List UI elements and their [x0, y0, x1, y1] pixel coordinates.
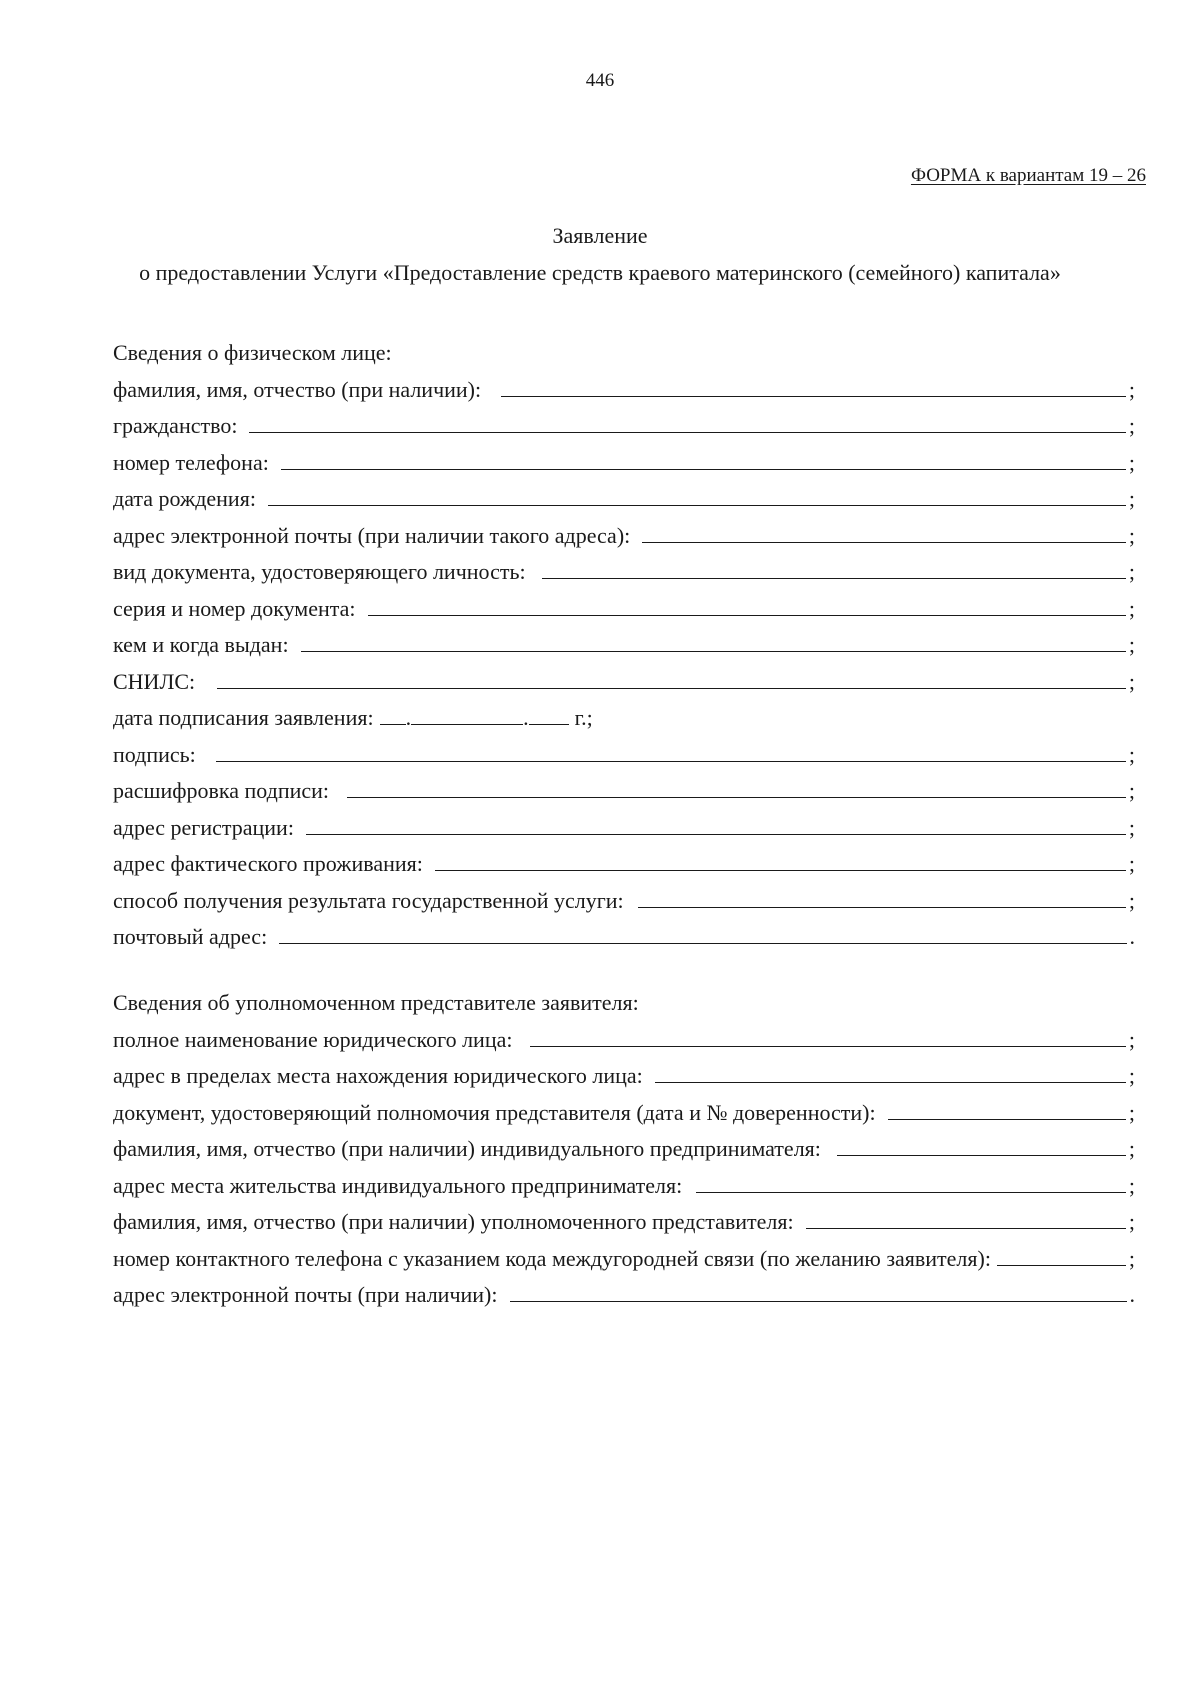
field-label: фамилия, имя, отчество (при наличии) индивидуального предпринимателя: — [113, 1136, 821, 1161]
field-terminator: ; — [1128, 1245, 1135, 1271]
field-row-legal-entity-name — [113, 1022, 1135, 1059]
field-terminator: ; — [1128, 413, 1135, 438]
phone-field[interactable] — [281, 447, 1126, 470]
field-row-phone — [113, 445, 1135, 482]
field-label: дата подписания заявления: — [113, 705, 374, 730]
representative-name-field[interactable] — [806, 1206, 1126, 1229]
document-number-field[interactable] — [368, 593, 1126, 616]
field-terminator: ; — [1128, 486, 1135, 511]
field-row-issued-by — [113, 627, 1135, 664]
field-row-document-number — [113, 591, 1135, 628]
field-row-legal-entity-address — [113, 1058, 1135, 1095]
issued-by-field[interactable] — [301, 629, 1126, 652]
field-terminator: ; — [1128, 632, 1135, 657]
result-method-field[interactable] — [638, 885, 1126, 908]
field-terminator: . — [1129, 1282, 1135, 1307]
date-separator: . — [523, 705, 529, 730]
sign-date-day-field[interactable] — [380, 702, 406, 725]
field-terminator: ; — [1128, 814, 1135, 840]
field-terminator: ; — [1128, 1026, 1135, 1052]
field-label: гражданство: — [113, 413, 238, 438]
field-row-full-name — [113, 372, 1135, 409]
page-number: 446 — [585, 70, 615, 91]
field-label: номер телефона: — [113, 449, 269, 475]
field-label: адрес электронной почты (при наличии): — [113, 1282, 498, 1307]
field-row-snils — [113, 664, 1135, 701]
signature-decoding-field[interactable] — [347, 775, 1126, 798]
field-row-citizenship — [113, 408, 1135, 445]
field-row-actual-address — [113, 846, 1135, 883]
representative-email-field[interactable] — [510, 1279, 1127, 1302]
field-label: полное наименование юридического лица: — [113, 1026, 513, 1052]
field-row-entrepreneur-address — [113, 1168, 1135, 1205]
field-row-sign-date — [113, 700, 1135, 737]
entrepreneur-name-field[interactable] — [837, 1133, 1126, 1156]
entrepreneur-address-field[interactable] — [696, 1170, 1126, 1193]
field-label: подпись: — [113, 741, 196, 767]
field-terminator: ; — [1128, 1209, 1135, 1234]
actual-address-field[interactable] — [435, 848, 1126, 871]
field-row-postal-address — [113, 919, 1135, 956]
field-terminator: ; — [1128, 376, 1135, 402]
birth-date-field[interactable] — [268, 483, 1126, 506]
field-row-id-document-type — [113, 554, 1135, 591]
person-section-heading: Сведения о физическом лице: — [113, 340, 392, 365]
field-label: документ, удостоверяющий полномочия представителя (дата и № доверенности): — [113, 1099, 876, 1125]
field-row-registration-address — [113, 810, 1135, 847]
field-label: способ получения результата государственной услуги: — [113, 887, 624, 913]
field-label: фамилия, имя, отчество (при наличии): — [113, 376, 482, 402]
document-title: Заявление — [552, 223, 648, 248]
field-terminator: ; — [1128, 559, 1135, 584]
field-label: вид документа, удостоверяющего личность: — [113, 559, 526, 584]
field-terminator: ; — [1128, 595, 1135, 621]
field-label: адрес в пределах места нахождения юридического лица: — [113, 1063, 643, 1088]
field-row-email — [113, 518, 1135, 555]
field-label: расшифровка подписи: — [113, 778, 330, 803]
signature-field[interactable] — [216, 739, 1126, 762]
id-document-type-field[interactable] — [542, 556, 1126, 579]
field-terminator: ; — [1128, 851, 1135, 876]
field-row-entrepreneur-name — [113, 1131, 1135, 1168]
sign-date-month-field[interactable] — [411, 702, 523, 725]
full-name-field[interactable] — [501, 374, 1126, 397]
field-terminator: ; — [1128, 1063, 1135, 1088]
date-separator: . — [405, 705, 412, 730]
field-label: СНИЛС: — [113, 668, 196, 694]
field-row-contact-phone — [113, 1241, 1135, 1278]
field-label: фамилия, имя, отчество (при наличии) уполномоченного представителя: — [113, 1209, 794, 1234]
contact-phone-field[interactable] — [997, 1243, 1126, 1266]
field-label: кем и когда выдан: — [113, 632, 289, 657]
field-terminator: ; — [1128, 668, 1135, 694]
representative-section-heading: Сведения об уполномоченном представителе заявителя: — [113, 990, 639, 1015]
field-row-power-of-attorney — [113, 1095, 1135, 1132]
field-row-representative-email — [113, 1277, 1135, 1314]
date-suffix: г.; — [574, 705, 593, 730]
field-terminator: ; — [1128, 522, 1135, 548]
field-label: дата рождения: — [113, 486, 256, 511]
field-label: адрес электронной почты (при наличии такого адреса): — [113, 522, 631, 548]
registration-address-field[interactable] — [306, 812, 1126, 835]
field-row-result-method — [113, 883, 1135, 920]
power-of-attorney-field[interactable] — [888, 1097, 1126, 1120]
field-terminator: ; — [1128, 1136, 1135, 1161]
citizenship-field[interactable] — [249, 410, 1125, 433]
email-field[interactable] — [642, 520, 1126, 543]
field-row-representative-name — [113, 1204, 1135, 1241]
representative-section — [113, 985, 1135, 1314]
field-terminator: ; — [1128, 741, 1135, 767]
field-terminator: ; — [1128, 1172, 1135, 1198]
field-terminator: ; — [1128, 887, 1135, 913]
field-terminator: ; — [1128, 1099, 1135, 1125]
sign-date-year-field[interactable] — [529, 702, 569, 725]
field-terminator: . — [1129, 924, 1135, 949]
field-row-signature — [113, 737, 1135, 774]
field-label: адрес места жительства индивидуального предпринимателя: — [113, 1172, 683, 1198]
field-terminator: ; — [1128, 778, 1135, 803]
form-reference: ФОРМА к вариантам 19 – 26 — [910, 165, 1146, 186]
document-subtitle: о предоставлении Услуги «Предоставление средств краевого материнского (семейного) капитала» — [139, 260, 1061, 285]
field-label: серия и номер документа: — [113, 595, 356, 621]
field-label: адрес фактического проживания: — [113, 851, 423, 876]
postal-address-field[interactable] — [279, 921, 1126, 944]
field-label: почтовый адрес: — [113, 924, 268, 949]
snils-field[interactable] — [217, 666, 1126, 689]
field-row-birth-date — [113, 481, 1135, 518]
field-terminator: ; — [1128, 449, 1135, 475]
legal-entity-address-field[interactable] — [655, 1060, 1126, 1083]
field-row-signature-decoding — [113, 773, 1135, 810]
field-label: адрес регистрации: — [113, 814, 294, 840]
legal-entity-name-field[interactable] — [530, 1024, 1125, 1047]
field-label: номер контактного телефона с указанием кода междугородней связи (по желанию заявителя): — [113, 1245, 991, 1271]
person-section — [113, 335, 1135, 956]
